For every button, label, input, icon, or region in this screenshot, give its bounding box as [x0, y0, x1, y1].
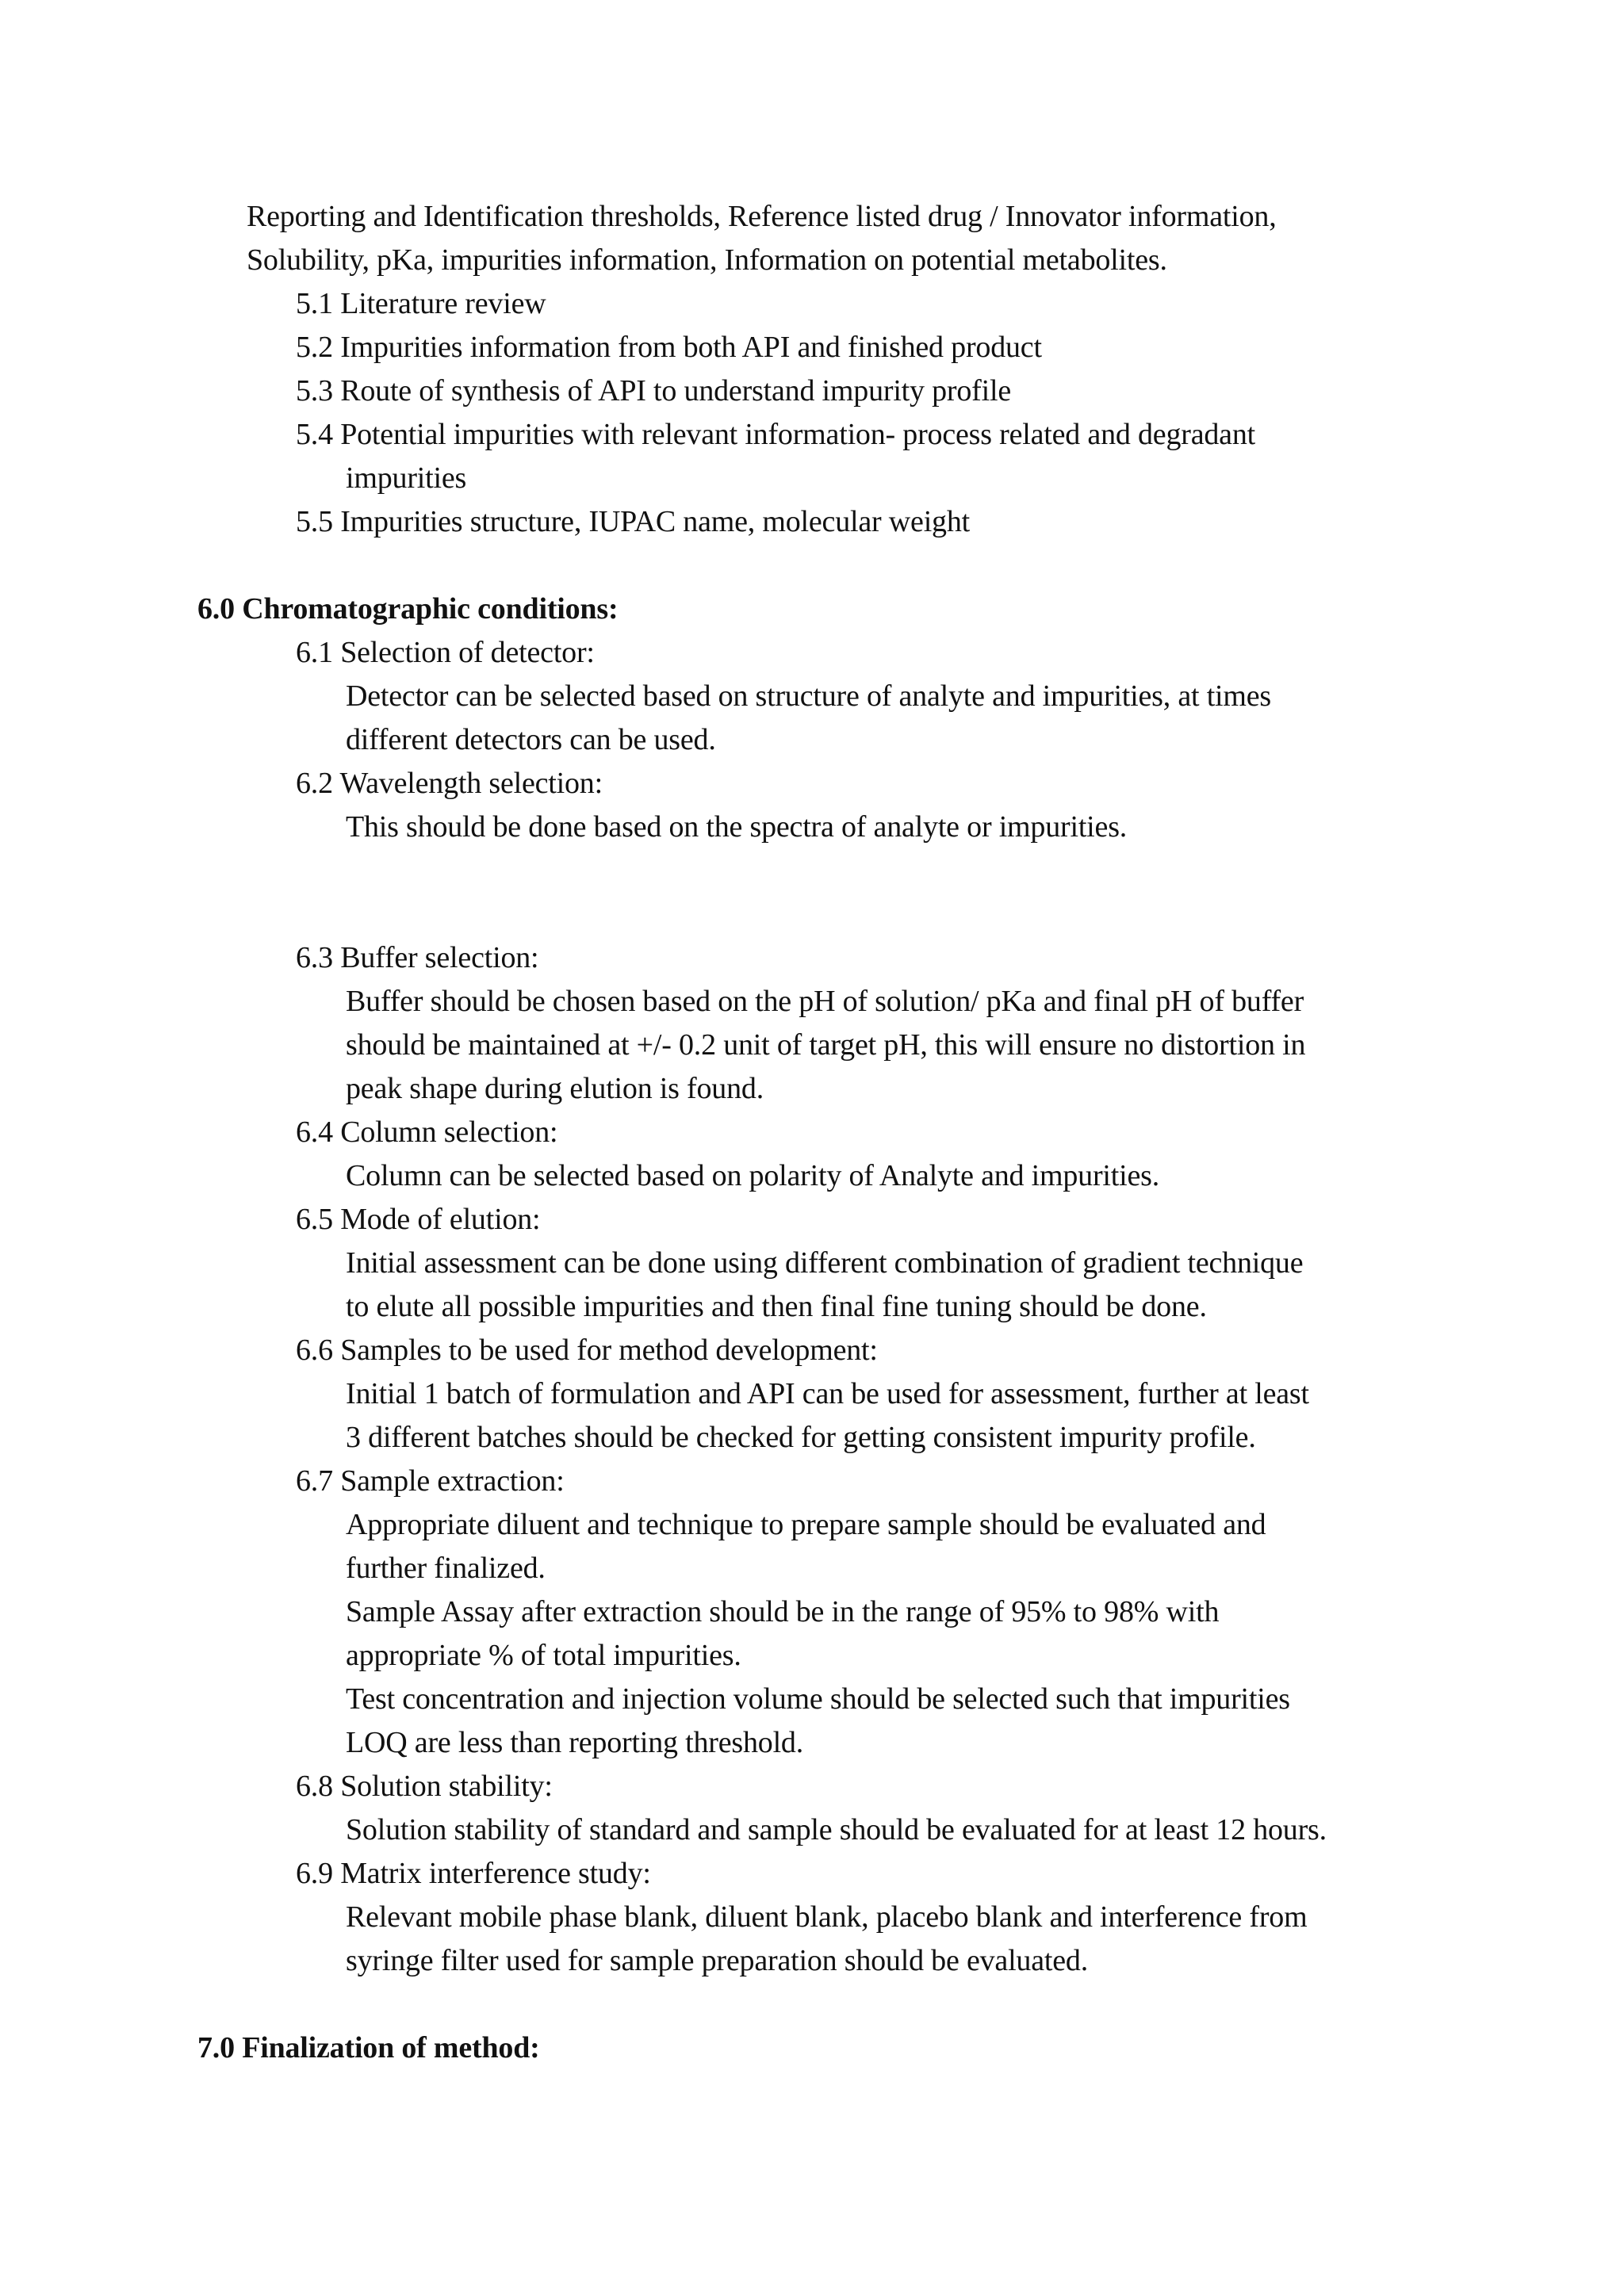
item-5-2: 5.2 Impurities information from both API and finished product [296, 331, 1042, 364]
subsection-6-3-body-line: should be maintained at +/- 0.2 unit of target pH, this will ensure no distortion in [346, 1028, 1306, 1062]
subsection-6-7-body-line: appropriate % of total impurities. [346, 1639, 741, 1672]
subsection-6-6-body-line: 3 different batches should be checked for getting consistent impurity profile. [346, 1421, 1256, 1454]
section-6-heading: 6.0 Chromatographic conditions: [197, 592, 619, 626]
intro-line-1: Reporting and Identification thresholds, Reference listed drug / Innovator information, [247, 200, 1277, 233]
subsection-6-7-body-line: Test concentration and injection volume should be selected such that impurities [346, 1682, 1290, 1716]
subsection-6-5-body-line: to elute all possible impurities and then final fine tuning should be done. [346, 1290, 1207, 1323]
subsection-6-3-body-line: peak shape during elution is found. [346, 1072, 764, 1105]
subsection-6-7-body-line: further finalized. [346, 1552, 546, 1585]
item-5-4: 5.4 Potential impurities with relevant information- process related and degradant [296, 418, 1255, 451]
subsection-6-1-body-line: Detector can be selected based on structure of analyte and impurities, at times [346, 679, 1272, 713]
subsection-6-8-body-line: Solution stability of standard and sample should be evaluated for at least 12 hours. [346, 1813, 1327, 1846]
subsection-6-3-body-line: Buffer should be chosen based on the pH of solution/ pKa and final pH of buffer [346, 985, 1304, 1018]
subsection-6-7-body-line: Appropriate diluent and technique to prepare sample should be evaluated and [346, 1508, 1266, 1541]
item-5-5: 5.5 Impurities structure, IUPAC name, molecular weight [296, 505, 971, 538]
subsection-6-7-body-line: Sample Assay after extraction should be in the range of 95% to 98% with [346, 1595, 1220, 1628]
intro-line-2: Solubility, pKa, impurities information, Information on potential metabolites. [247, 243, 1167, 277]
subsection-6-4-body-line: Column can be selected based on polarity of Analyte and impurities. [346, 1159, 1160, 1192]
subsection-6-4-title: 6.4 Column selection: [296, 1115, 558, 1149]
item-5-3: 5.3 Route of synthesis of API to understand impurity profile [296, 374, 1012, 408]
subsection-6-8-title: 6.8 Solution stability: [296, 1770, 553, 1803]
subsection-6-5-title: 6.5 Mode of elution: [296, 1203, 541, 1236]
subsection-6-2-title: 6.2 Wavelength selection: [296, 767, 603, 800]
subsection-6-9-body-line: syringe filter used for sample preparation should be evaluated. [346, 1944, 1089, 1977]
subsection-6-9-title: 6.9 Matrix interference study: [296, 1857, 651, 1890]
subsection-6-7-body-line: LOQ are less than reporting threshold. [346, 1726, 804, 1759]
subsection-6-7-title: 6.7 Sample extraction: [296, 1464, 565, 1498]
subsection-6-6-title: 6.6 Samples to be used for method development: [296, 1334, 878, 1367]
item-5-4-continuation: impurities [346, 461, 467, 495]
item-5-1: 5.1 Literature review [296, 287, 546, 320]
subsection-6-9-body-line: Relevant mobile phase blank, diluent blank, placebo blank and interference from [346, 1900, 1308, 1934]
subsection-6-1-title: 6.1 Selection of detector: [296, 636, 595, 669]
subsection-6-3-title: 6.3 Buffer selection: [296, 941, 539, 974]
subsection-6-5-body-line: Initial assessment can be done using different combination of gradient technique [346, 1246, 1304, 1280]
subsection-6-1-body-line: different detectors can be used. [346, 723, 716, 756]
subsection-6-6-body-line: Initial 1 batch of formulation and API can be used for assessment, further at least [346, 1377, 1309, 1410]
section-7-heading: 7.0 Finalization of method: [197, 2031, 540, 2064]
subsection-6-2-body-line: This should be done based on the spectra of analyte or impurities. [346, 810, 1128, 844]
